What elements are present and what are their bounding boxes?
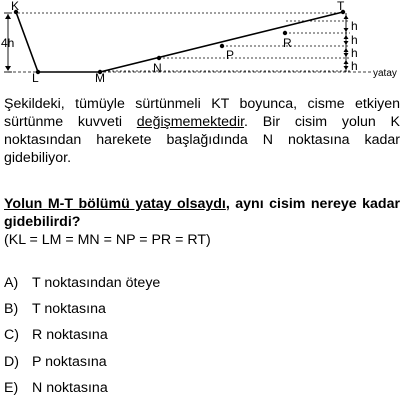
point-r-dot bbox=[283, 31, 287, 35]
label-r: R bbox=[283, 36, 292, 50]
option-d[interactable] bbox=[4, 349, 160, 375]
question-condition: (KL = LM = MN = NP = PR = RT) bbox=[4, 232, 211, 248]
question-text bbox=[4, 195, 400, 231]
option-key: C) bbox=[4, 327, 19, 344]
label-m: M bbox=[95, 71, 105, 85]
label-h-4: h bbox=[351, 59, 358, 73]
point-n-dot bbox=[157, 56, 161, 60]
option-key: B) bbox=[4, 301, 19, 318]
paragraph-part1: Şekildeki, tümüyle sürtünmeli KT boyunca, cisme etkiyen sürtünme kuvveti bbox=[4, 96, 400, 130]
option-key: E) bbox=[4, 379, 19, 396]
label-h-2: h bbox=[351, 33, 358, 47]
track-figure bbox=[0, 0, 405, 92]
paragraph-emphasis: değişmemektedir bbox=[136, 114, 245, 130]
option-e[interactable] bbox=[4, 375, 160, 401]
point-p-dot bbox=[220, 44, 224, 48]
option-text: N noktasına bbox=[32, 379, 108, 396]
label-4h: 4h bbox=[1, 36, 15, 50]
option-text: R noktasına bbox=[32, 327, 108, 344]
label-t: T bbox=[337, 0, 345, 13]
problem-paragraph bbox=[4, 95, 400, 167]
option-key: A) bbox=[4, 275, 19, 291]
paragraph-part2: . Bir cisim yolun K noktasından harekete başlağıdında N noktasına kadar gidebiliyor. bbox=[4, 114, 400, 166]
reference-dashed-lines bbox=[14, 13, 350, 71]
label-n: N bbox=[153, 61, 162, 75]
label-p: P bbox=[226, 48, 235, 62]
track-path bbox=[16, 12, 343, 72]
option-text: P noktasına bbox=[32, 353, 107, 370]
question-rest: , aynı cisim nereye kadar gidebilirdi? bbox=[4, 196, 400, 230]
option-key: D) bbox=[4, 353, 19, 370]
label-k: K bbox=[11, 0, 20, 13]
label-h-3: h bbox=[351, 46, 358, 60]
question-underlined: Yolun M-T bölümü yatay olsaydı bbox=[4, 196, 226, 212]
option-c[interactable] bbox=[4, 322, 160, 348]
label-yatay: yatay bbox=[373, 68, 397, 79]
option-a[interactable] bbox=[4, 270, 160, 296]
option-text: T noktasından öteye bbox=[32, 275, 161, 291]
option-text: T noktasına bbox=[32, 301, 106, 318]
label-l: L bbox=[32, 71, 39, 85]
answer-options bbox=[4, 270, 160, 401]
label-h-1: h bbox=[351, 19, 358, 33]
option-b[interactable] bbox=[4, 296, 160, 322]
